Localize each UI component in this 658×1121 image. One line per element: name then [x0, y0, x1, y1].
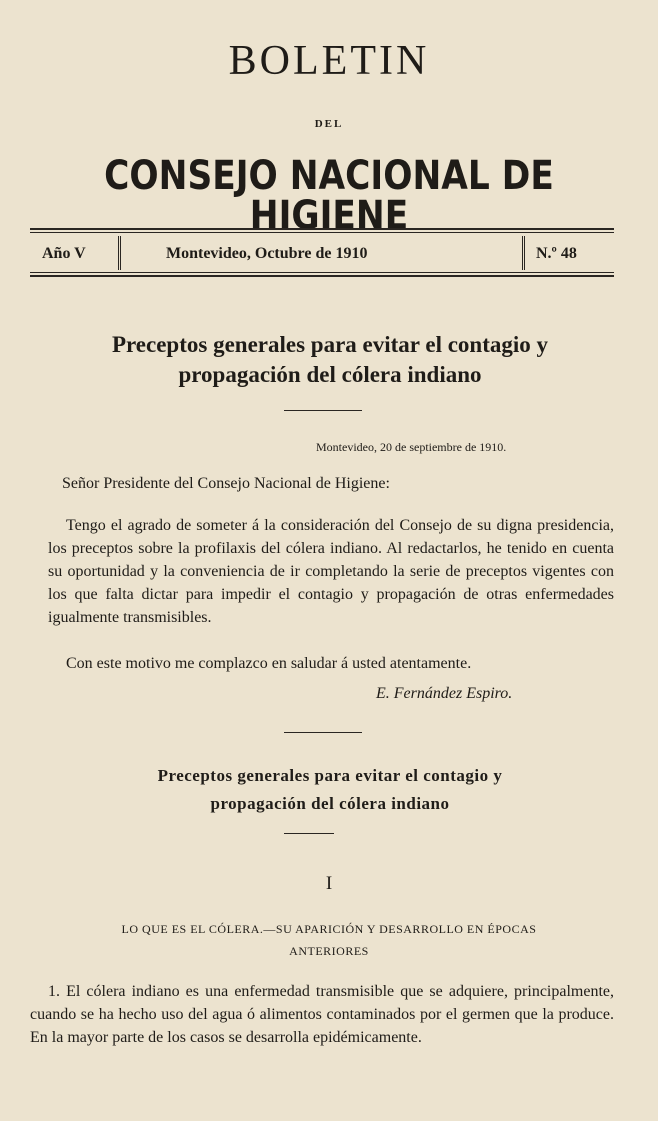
masthead-rule-top-thin	[30, 232, 614, 233]
divider	[284, 732, 362, 733]
issue-place-date: Montevideo, Octubre de 1910	[166, 245, 368, 262]
divider	[284, 410, 362, 411]
masthead-rule-top	[30, 228, 614, 230]
masthead-council-name: CONSEJO NACIONAL DE HIGIENE	[104, 153, 554, 239]
chapter-heading	[30, 918, 628, 962]
masthead-del: DEL	[314, 118, 344, 130]
masthead-title: BOLETIN	[228, 38, 430, 84]
masthead-rule-bottom	[30, 275, 614, 277]
letter-salutation: Señor Presidente del Consejo Nacional de Higiene:	[62, 475, 390, 492]
chapter-numeral: I	[325, 873, 333, 894]
paragraph	[30, 980, 614, 1049]
section-title-line: Preceptos generales para evitar el contagio y	[157, 766, 503, 785]
article-title	[30, 330, 630, 390]
letter-signature: E. Fernández Espiro.	[376, 685, 513, 702]
letter-closing	[48, 652, 614, 675]
issue-number: N.º 48	[536, 245, 577, 262]
letter-closing-text: Con este motivo me complazco en saludar á usted atentamente.	[66, 655, 472, 672]
paragraph-text: 1. El cólera indiano es una enfermedad transmisible que se adquiere, principalmente, cuando se ha hecho uso del agua ó alimentos contaminados por el germen que la produce. En la mayor parte de los casos se desarrolla epidémicamente.	[30, 983, 614, 1046]
section-title-line: propagación del cólera indiano	[210, 794, 450, 813]
chapter-heading-line: LO QUE ES EL CÓLERA.—SU APARICIÓN Y DESARROLLO EN ÉPOCAS	[121, 922, 537, 936]
letter-body	[48, 514, 614, 629]
issue-separator	[118, 236, 121, 270]
issue-separator	[522, 236, 525, 270]
issue-bar	[30, 236, 614, 270]
divider	[284, 833, 334, 834]
article-title-line: Preceptos generales para evitar el contagio y	[111, 332, 549, 357]
article-title-line: propagación del cólera indiano	[178, 362, 482, 387]
section-title	[40, 762, 620, 818]
letter-body-text: Tengo el agrado de someter á la consideración del Consejo de su digna presidencia, los preceptos sobre la profilaxis del cólera indiano. Al redactarlos, he tenido en cuenta su oportunidad y la conveniencia de ir completando la serie de preceptos vigentes con los que falta dictar para impedir el contagio y propagación de otras enfermedades igualmente transmisibles.	[48, 517, 614, 626]
masthead-rule-bottom-thin	[30, 272, 614, 273]
letter-date: Montevideo, 20 de septiembre de 1910.	[316, 440, 507, 454]
issue-year: Año V	[42, 245, 86, 262]
chapter-heading-line: ANTERIORES	[289, 944, 369, 958]
